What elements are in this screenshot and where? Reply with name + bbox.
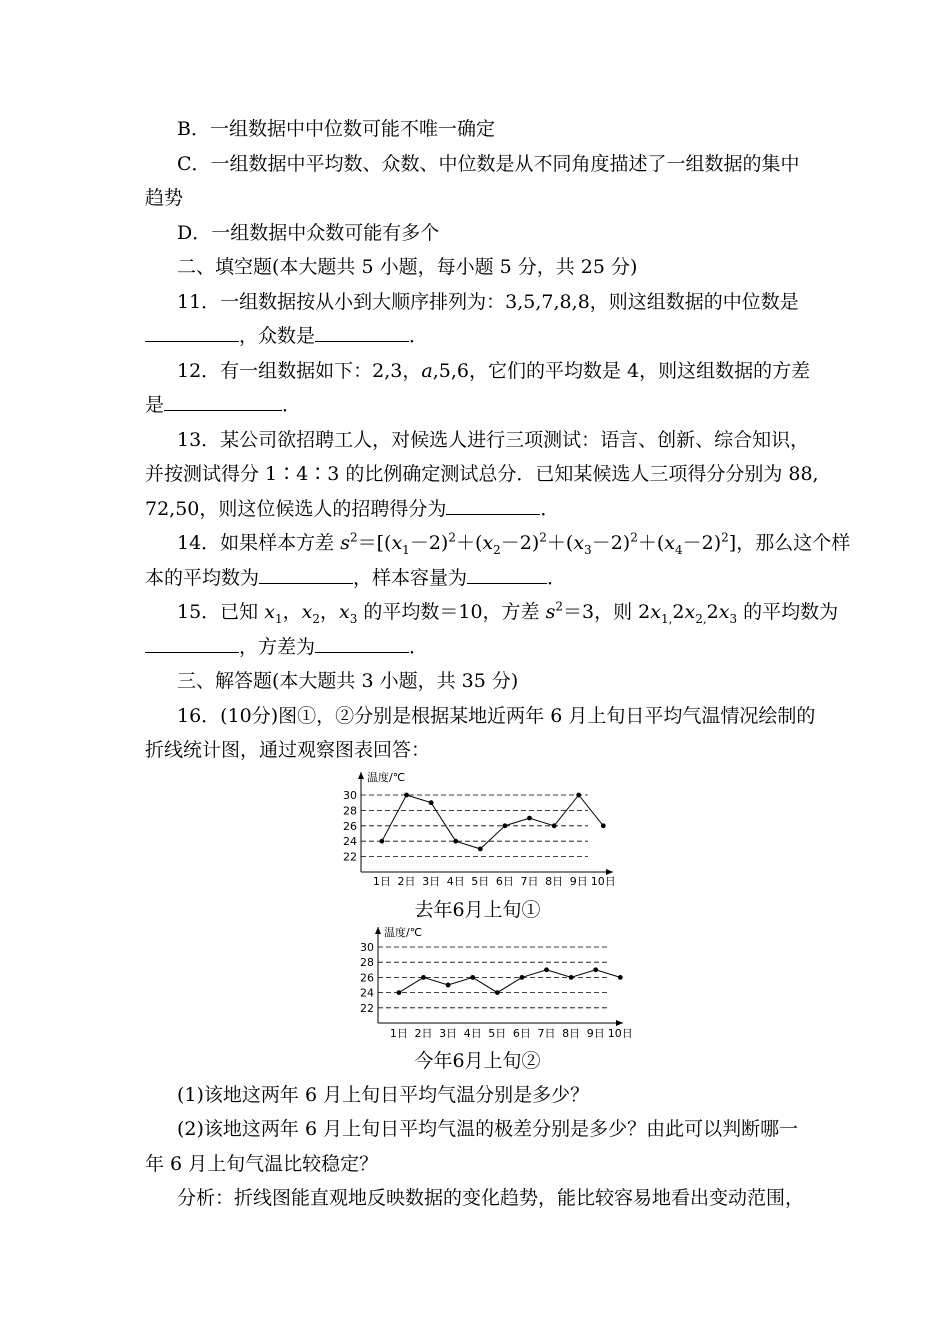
x-tick-label: 4日 (446, 874, 465, 888)
q15-blank-mean[interactable] (145, 633, 239, 653)
y-axis-label: 温度/℃ (384, 926, 423, 939)
q13-line1: 13．某公司欲招聘工人，对候选人进行三项测试：语言、创新、综合知识， (177, 428, 810, 451)
data-point (397, 990, 402, 995)
q11-blank-median[interactable] (145, 322, 239, 342)
data-point (503, 823, 508, 828)
x-tick-label: 2日 (414, 1026, 433, 1039)
data-point (404, 792, 409, 797)
option-b: B．一组数据中中位数可能不唯一确定 (177, 118, 495, 140)
q12-line2: 是 ． (145, 388, 810, 423)
section3-title: 三、解答题(本大题共 3 小题，共 35 分) (177, 670, 519, 692)
q15-line2: ，方差为 ． (145, 630, 810, 665)
data-point (593, 967, 598, 972)
series-line (399, 969, 620, 992)
y-tick-label: 30 (343, 788, 357, 802)
chart-1-wrap (145, 768, 810, 927)
x-tick-label: 7日 (520, 874, 539, 888)
data-point (601, 823, 606, 828)
q15-line1: 15．已知 $x_1$，$x_2$，$x_3$ 的平均数＝10，方差 $s^2=3$，则 $2x_{1,}2x_{2,}2x_3$ 的平均数为 (177, 599, 839, 626)
data-point (421, 975, 426, 980)
data-point (453, 838, 458, 843)
data-point (495, 990, 500, 995)
q16-line1: 16．(10分)图①，②分别是根据某地近两年 6 月上旬日平均气温情况绘制的 (177, 704, 816, 727)
q11-line1: 11．一组数据按从小到大顺序排列为：3,5,7,8,8，则这组数据的中位数是 (177, 290, 799, 313)
y-tick-label: 26 (360, 970, 374, 984)
data-point (520, 975, 525, 980)
x-tick-label: 3日 (439, 1026, 458, 1039)
data-point (618, 975, 623, 980)
data-point (576, 792, 581, 797)
document-page (145, 112, 851, 1216)
chart-1-caption: 去年6月上旬① (414, 898, 541, 921)
q16-sub2-line2: 年 6 月上旬气温比较稳定？ (145, 1152, 379, 1175)
q11-line2: ，众数是 ． (145, 319, 810, 354)
y-tick-label: 30 (360, 940, 374, 954)
q14-blank-size[interactable] (467, 564, 547, 584)
y-axis-arrow (358, 772, 364, 779)
y-tick-label: 24 (343, 834, 357, 848)
q15-blank-variance[interactable] (315, 633, 409, 653)
x-tick-label: 1日 (372, 874, 391, 888)
data-point (470, 975, 475, 980)
q11-blank-mode[interactable] (315, 322, 409, 342)
chart-this-year (145, 927, 810, 1039)
y-tick-label: 26 (343, 819, 357, 833)
q16-sub1: (1)该地这两年 6 月上旬日平均气温分别是多少？ (177, 1083, 590, 1106)
data-point (429, 800, 434, 805)
section2-title: 二、填空题(本大题共 5 小题，每小题 5 分，共 25 分) (177, 256, 638, 278)
y-tick-label: 22 (360, 1001, 374, 1015)
x-tick-label: 4日 (463, 1026, 482, 1039)
x-tick-label: 2日 (397, 874, 416, 888)
q13-line2: 并按测试得分 1∶4∶3 的比例确定测试总分．已知某候选人三项得分分别为 88, (145, 463, 819, 485)
x-tick-label: 8日 (562, 1026, 581, 1039)
y-tick-label: 28 (343, 803, 357, 817)
y-tick-label: 22 (343, 850, 357, 864)
y-axis-label: 温度/℃ (367, 770, 406, 784)
data-point (380, 838, 385, 843)
x-tick-label: 10日 (607, 1026, 633, 1039)
chart-2-caption: 今年6月上旬② (414, 1049, 541, 1072)
y-tick-label: 24 (360, 986, 374, 1000)
data-point (569, 975, 574, 980)
x-tick-label: 5日 (488, 1026, 507, 1039)
x-tick-label: 7日 (537, 1026, 556, 1039)
x-tick-label: 9日 (569, 874, 588, 888)
q13-line3: 72,50，则这位候选人的招聘得分为 ． (145, 492, 810, 527)
q12-line1: 12．有一组数据如下：2,3，a,5,6，它们的平均数是 4，则这组数据的方差 (177, 359, 811, 382)
x-tick-label: 1日 (389, 1026, 408, 1039)
q12-blank-variance[interactable] (164, 391, 282, 411)
x-tick-label: 3日 (422, 874, 441, 888)
q14-blank-mean[interactable] (259, 564, 353, 584)
x-tick-label: 8日 (545, 874, 564, 888)
x-axis-arrow (616, 1020, 623, 1026)
q16-analysis: 分析：折线图能直观地反映数据的变化趋势，能比较容易地看出变动范围， (177, 1187, 805, 1209)
y-axis-arrow (375, 927, 381, 934)
x-tick-label: 10日 (590, 874, 616, 888)
option-d: D．一组数据中众数可能有多个 (177, 221, 440, 244)
data-point (478, 846, 483, 851)
x-tick-label: 9日 (586, 1026, 605, 1039)
chart-2-wrap (145, 927, 810, 1078)
option-c-line2: 趋势 (145, 187, 184, 209)
q16-line2: 折线统计图，通过观察图表回答： (145, 739, 431, 761)
option-c-line1: C．一组数据中平均数、众数、中位数是从不同角度描述了一组数据的集中 (177, 152, 800, 175)
chart-last-year (145, 768, 810, 888)
x-tick-label: 6日 (495, 874, 514, 888)
x-tick-label: 6日 (512, 1026, 531, 1039)
y-tick-label: 28 (360, 955, 374, 969)
data-point (552, 823, 557, 828)
q14-line1: 14．如果样本方差 $s^2=[(x_1-2)^2+(x_2-2)^2+(x_3-2)^2+(x_4-2)^2]$，那么这个样 (177, 530, 851, 557)
data-point (527, 815, 532, 820)
x-tick-label: 5日 (471, 874, 490, 888)
q14-line2: 本的平均数为 ，样本容量为 ． (145, 561, 810, 596)
q13-blank-score[interactable] (446, 495, 540, 515)
q16-sub2-line1: (2)该地这两年 6 月上旬日平均气温的极差分别是多少？由此可以判断哪一 (177, 1118, 799, 1140)
data-point (544, 967, 549, 972)
data-point (446, 982, 451, 987)
